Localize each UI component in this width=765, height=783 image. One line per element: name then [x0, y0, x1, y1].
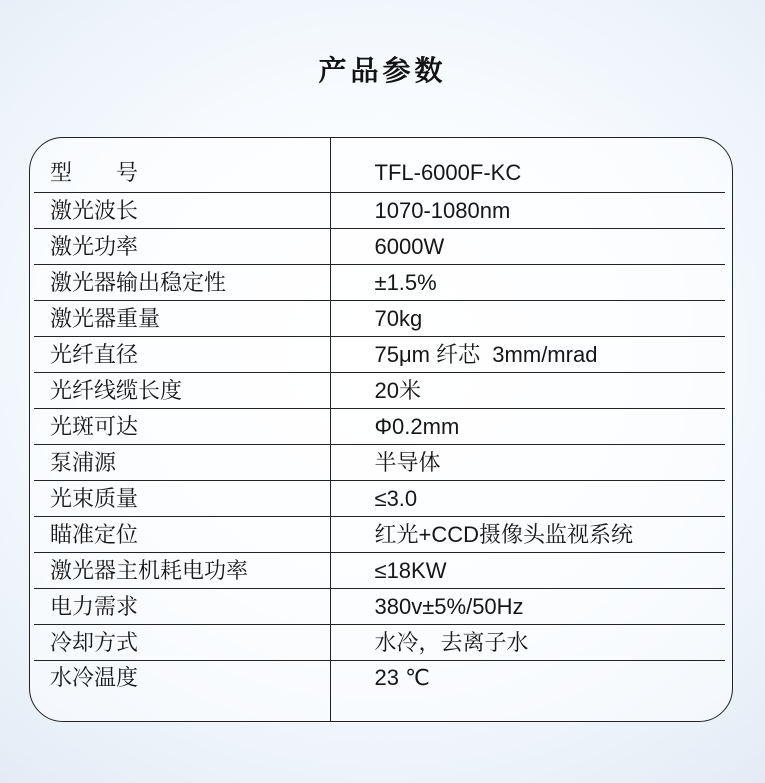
table-row [30, 553, 732, 589]
spec-value: 380v±5%/50Hz [374, 594, 524, 619]
spec-value: Φ0.2mm [374, 414, 460, 439]
spec-value: ≤18KW [374, 558, 447, 583]
spec-value: 23 ℃ [374, 664, 430, 690]
spec-value: 20米 [374, 378, 421, 403]
spec-table-rows [30, 138, 732, 721]
spec-value: TFL-6000F-KC [374, 160, 522, 185]
table-row [30, 193, 732, 229]
spec-label: 水冷温度 [50, 664, 139, 690]
table-row [30, 661, 732, 720]
table-row [30, 373, 732, 409]
table-row [30, 265, 732, 301]
spec-value: 6000W [374, 234, 445, 259]
table-row [30, 625, 732, 661]
table-row [30, 445, 732, 481]
spec-label: 光束质量 [50, 486, 139, 511]
spec-label: 光纤线缆长度 [50, 378, 183, 403]
spec-label: 激光器输出稳定性 [50, 270, 227, 295]
spec-label: 激光波长 [50, 198, 139, 223]
table-row [30, 409, 732, 445]
spec-value: 半导体 [374, 450, 441, 475]
page-title: 产品参数 [318, 55, 447, 86]
spec-label: 激光功率 [50, 234, 139, 259]
spec-label: 光纤直径 [50, 342, 139, 367]
spec-value: ±1.5% [374, 270, 437, 295]
spec-label: 电力需求 [50, 594, 139, 619]
spec-value: 水冷，去离子水 [374, 630, 529, 655]
spec-table [29, 137, 733, 722]
spec-label: 光斑可达 [50, 414, 139, 439]
spec-value: 红光+CCD摄像头监视系统 [374, 522, 634, 547]
table-row [30, 481, 732, 517]
spec-value: 1070-1080nm [374, 198, 511, 223]
spec-label: 泵浦源 [50, 450, 117, 475]
table-row [30, 517, 732, 553]
spec-label: 瞄准定位 [50, 522, 139, 547]
table-row [30, 589, 732, 625]
spec-value: 70kg [374, 306, 423, 331]
table-row [30, 337, 732, 373]
spec-label: 冷却方式 [50, 630, 139, 655]
table-row [30, 229, 732, 265]
spec-label: 型 号 [50, 160, 139, 185]
spec-label: 激光器主机耗电功率 [50, 558, 249, 583]
spec-label: 激光器重量 [50, 306, 161, 331]
table-row [30, 301, 732, 337]
spec-value: 75μm 纤芯 3mm/mrad [374, 342, 598, 367]
table-row [30, 138, 732, 193]
spec-value: ≤3.0 [374, 486, 418, 511]
